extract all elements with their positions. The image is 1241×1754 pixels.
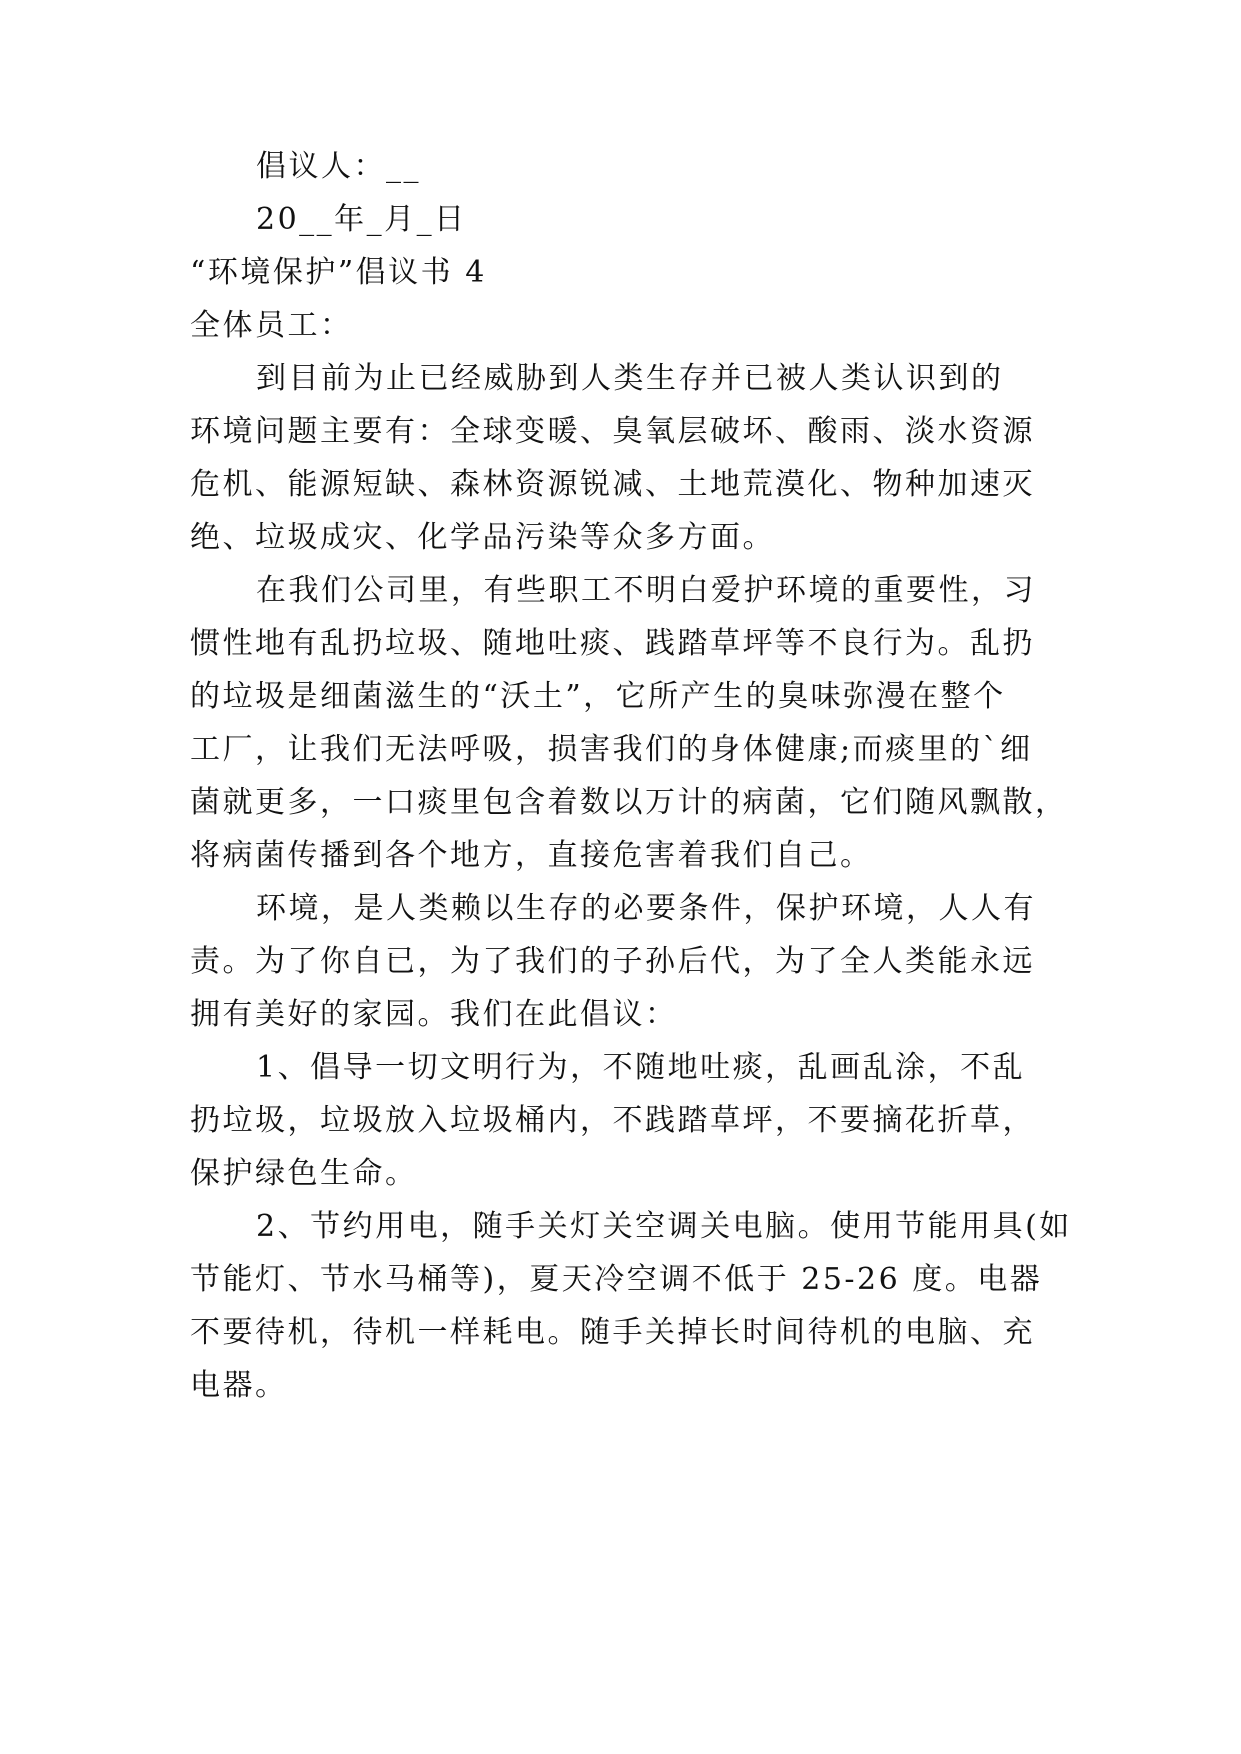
paragraph-1-line: 环境问题主要有：全球变暖、臭氧层破坏、酸雨、淡水资源 (190, 414, 1035, 449)
salutation: 全体员工： (190, 308, 353, 343)
proposal-item-2-line: 不要待机，待机一样耗电。随手关掉长时间待机的电脑、充 (190, 1315, 1035, 1350)
paragraph-3-line: 拥有美好的家园。我们在此倡议： (190, 997, 678, 1032)
paragraph-2-line: 将病菌传播到各个地方，直接危害着我们自己。 (190, 838, 873, 873)
proposal-item-1-line: 扔垃圾，垃圾放入垃圾桶内，不践踏草坪，不要摘花折草， (190, 1103, 1035, 1138)
paragraph-2-line: 在我们公司里，有些职工不明白爱护环境的重要性，习 (256, 573, 1036, 608)
proposer-line: 倡议人：__ (256, 149, 421, 184)
proposal-item-2-line: 电器。 (190, 1368, 288, 1403)
proposal-item-1-line: 保护绿色生命。 (190, 1156, 418, 1191)
paragraph-2-line: 的垃圾是细菌滋生的“沃土”，它所产生的臭味弥漫在整个 (190, 679, 1006, 714)
paragraph-3-line: 责。为了你自已，为了我们的子孙后代，为了全人类能永远 (190, 944, 1035, 979)
date-line: 20__年_月_日 (256, 202, 467, 237)
paragraph-3-line: 环境，是人类赖以生存的必要条件，保护环境，人人有 (256, 891, 1036, 926)
paragraph-1-line: 到目前为止已经威胁到人类生存并已被人类认识到的 (256, 361, 1004, 396)
paragraph-2-line: 工厂，让我们无法呼吸，损害我们的身体健康;而痰里的`细 (190, 732, 1033, 767)
proposal-item-1-line: 1、倡导一切文明行为，不随地吐痰，乱画乱涂，不乱 (256, 1050, 1026, 1085)
proposal-item-2-line: 节能灯、节水马桶等)，夏天冷空调不低于 25-26 度。电器 (190, 1262, 1043, 1297)
paragraph-2-line: 菌就更多，一口痰里包含着数以万计的病菌，它们随风飘散， (190, 785, 1068, 820)
paragraph-1-line: 绝、垃圾成灾、化学品污染等众多方面。 (190, 520, 775, 555)
paragraph-2-line: 惯性地有乱扔垃圾、随地吐痰、践踏草坪等不良行为。乱扔 (190, 626, 1035, 661)
proposal-item-2-line: 2、节约用电，随手关灯关空调关电脑。使用节能用具(如 (256, 1209, 1072, 1244)
document-title: “环境保护”倡议书 4 (190, 255, 487, 290)
paragraph-1-line: 危机、能源短缺、森林资源锐减、土地荒漠化、物种加速灭 (190, 467, 1035, 502)
